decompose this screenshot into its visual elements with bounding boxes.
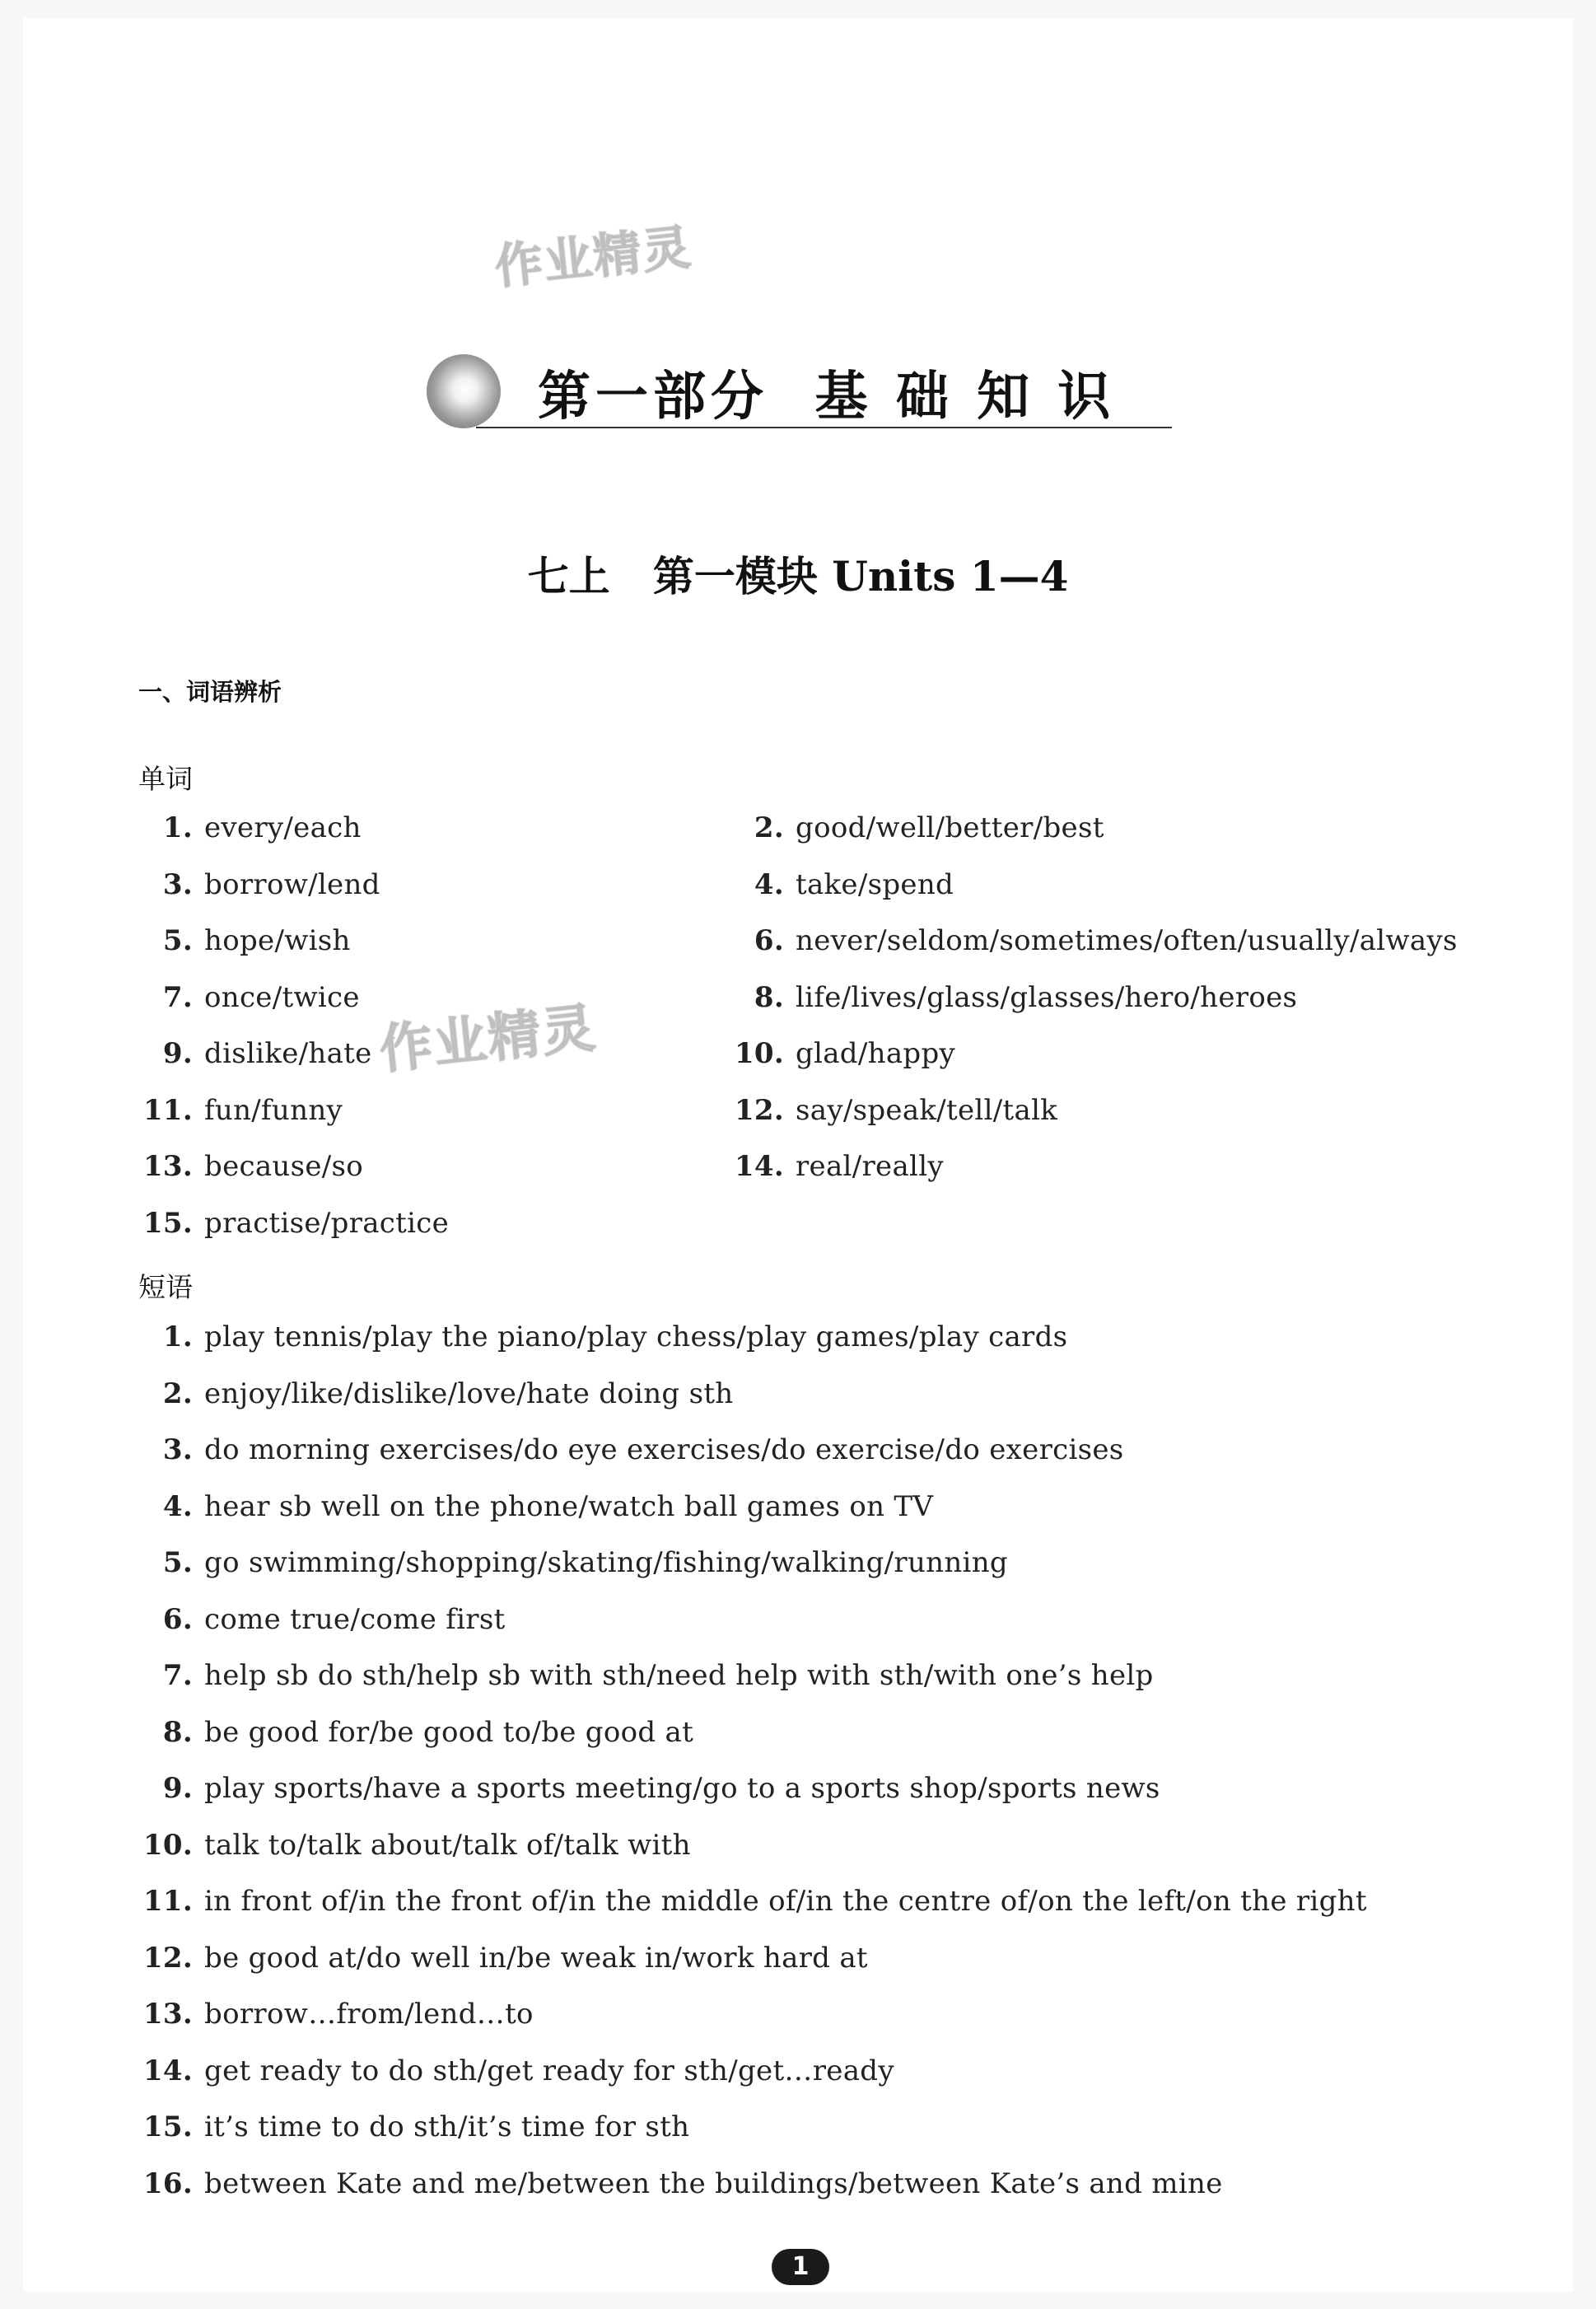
item-number: 12. — [734, 1093, 784, 1127]
section-title: 一、词语辨析 — [138, 678, 282, 706]
part-title: 第一部分 基 础 知 识 — [538, 367, 1116, 428]
list-item — [730, 924, 1458, 957]
list-item — [138, 1603, 506, 1636]
list-item — [138, 1772, 1160, 1805]
item-text: play tennis/play the piano/play chess/play games/play cards — [204, 1320, 1068, 1353]
item-number: 6. — [754, 924, 784, 957]
item-text: borrow…from/lend…to — [204, 1998, 534, 2031]
item-text: take/spend — [796, 867, 954, 901]
list-item — [138, 1885, 1367, 1918]
item-number: 3. — [162, 867, 193, 901]
list-item — [138, 1998, 534, 2031]
list-item — [138, 2167, 1223, 2200]
item-text: real/really — [796, 1150, 944, 1183]
item-number: 15. — [142, 2110, 193, 2143]
item-number: 10. — [734, 1037, 784, 1070]
item-number: 15. — [142, 1206, 193, 1240]
list-item — [730, 1094, 1057, 1127]
item-text: get ready to do sth/get ready for sth/get…ready — [204, 2054, 894, 2087]
item-text: do morning exercises/do eye exercises/do exercise/do exercises — [204, 1433, 1124, 1466]
item-number: 13. — [142, 1998, 193, 2031]
item-text: be good for/be good to/be good at — [204, 1715, 694, 1749]
list-item — [138, 1829, 691, 1862]
list-item — [730, 811, 1104, 844]
item-text: talk to/talk about/talk of/talk with — [204, 1828, 691, 1862]
part-underline — [476, 427, 1172, 428]
list-item — [730, 981, 1297, 1014]
list-item — [138, 1716, 693, 1749]
item-text: play sports/have a sports meeting/go to a sports shop/sports news — [204, 1772, 1160, 1805]
list-item — [730, 1037, 955, 1070]
list-item — [730, 1150, 944, 1183]
item-text: enjoy/like/dislike/love/hate doing sth — [204, 1377, 734, 1410]
watermark-top: 作业精灵 — [492, 218, 695, 296]
item-text: say/speak/tell/talk — [796, 1093, 1058, 1127]
module-title: 七上 第一模块 Units 1—4 — [527, 552, 1069, 601]
list-item — [138, 1433, 1124, 1466]
item-number: 3. — [162, 1433, 193, 1466]
item-number: 14. — [734, 1150, 784, 1183]
item-text: good/well/better/best — [796, 811, 1104, 844]
item-text: fun/funny — [204, 1093, 343, 1127]
list-item — [138, 1037, 372, 1070]
list-item — [138, 1207, 449, 1240]
list-item — [138, 2054, 894, 2087]
item-number: 10. — [142, 1828, 193, 1862]
item-text: practise/practice — [204, 1206, 450, 1240]
item-number: 12. — [142, 1941, 193, 1975]
list-item — [138, 1377, 734, 1410]
item-text: be good at/do well in/be weak in/work hard at — [204, 1941, 868, 1975]
words-label: 单词 — [138, 763, 193, 795]
item-text: hear sb well on the phone/watch ball games on TV — [204, 1489, 934, 1523]
item-text: in front of/in the front of/in the middle of/in the centre of/on the left/on the right — [204, 1885, 1367, 1918]
list-item — [138, 1094, 343, 1127]
item-number: 2. — [162, 1377, 193, 1410]
item-number: 14. — [142, 2054, 193, 2087]
list-item — [138, 2110, 689, 2143]
item-number: 5. — [162, 924, 193, 957]
page-number: 1 — [772, 2249, 829, 2285]
list-item — [138, 811, 362, 844]
list-item — [138, 1942, 868, 1975]
item-text: every/each — [204, 811, 362, 844]
list-item — [138, 924, 351, 957]
item-text: because/so — [204, 1150, 364, 1183]
item-number: 9. — [162, 1772, 193, 1805]
item-text: glad/happy — [796, 1037, 956, 1070]
item-number: 4. — [754, 867, 784, 901]
item-number: 5. — [162, 1546, 193, 1579]
item-text: dislike/hate — [204, 1037, 372, 1070]
list-item — [138, 868, 380, 901]
item-number: 6. — [162, 1602, 193, 1636]
item-number: 8. — [754, 980, 784, 1014]
item-text: come true/come first — [204, 1602, 506, 1636]
item-number: 1. — [162, 811, 193, 844]
item-number: 16. — [142, 2166, 193, 2200]
item-number: 9. — [162, 1037, 193, 1070]
list-item — [138, 1659, 1154, 1692]
phrases-label: 短语 — [138, 1271, 193, 1303]
item-number: 7. — [162, 980, 193, 1014]
item-text: once/twice — [204, 980, 360, 1014]
list-item — [138, 981, 360, 1014]
item-number: 13. — [142, 1150, 193, 1183]
item-text: it’s time to do sth/it’s time for sth — [204, 2110, 690, 2143]
item-number: 7. — [162, 1659, 193, 1692]
sphere-icon — [427, 354, 501, 428]
list-item — [138, 1150, 363, 1183]
item-number: 11. — [142, 1093, 193, 1127]
item-number: 2. — [754, 811, 784, 844]
item-text: help sb do sth/help sb with sth/need help with sth/with one’s help — [204, 1659, 1154, 1692]
item-number: 1. — [162, 1320, 193, 1353]
item-text: borrow/lend — [204, 867, 380, 901]
part-banner — [427, 353, 1172, 432]
list-item — [138, 1320, 1067, 1353]
watermark-middle: 作业精灵 — [376, 998, 600, 1082]
item-number: 11. — [142, 1885, 193, 1918]
item-text: go swimming/shopping/skating/fishing/walking/running — [204, 1546, 1008, 1579]
item-number: 8. — [162, 1715, 193, 1749]
list-item — [138, 1546, 1008, 1579]
item-text: life/lives/glass/glasses/hero/heroes — [796, 980, 1298, 1014]
list-item — [138, 1490, 933, 1523]
item-text: between Kate and me/between the buildings/between Kate’s and mine — [204, 2166, 1223, 2200]
list-item — [730, 868, 954, 901]
item-number: 4. — [162, 1489, 193, 1523]
item-text: never/seldom/sometimes/often/usually/always — [796, 924, 1458, 957]
item-text: hope/wish — [204, 924, 351, 957]
